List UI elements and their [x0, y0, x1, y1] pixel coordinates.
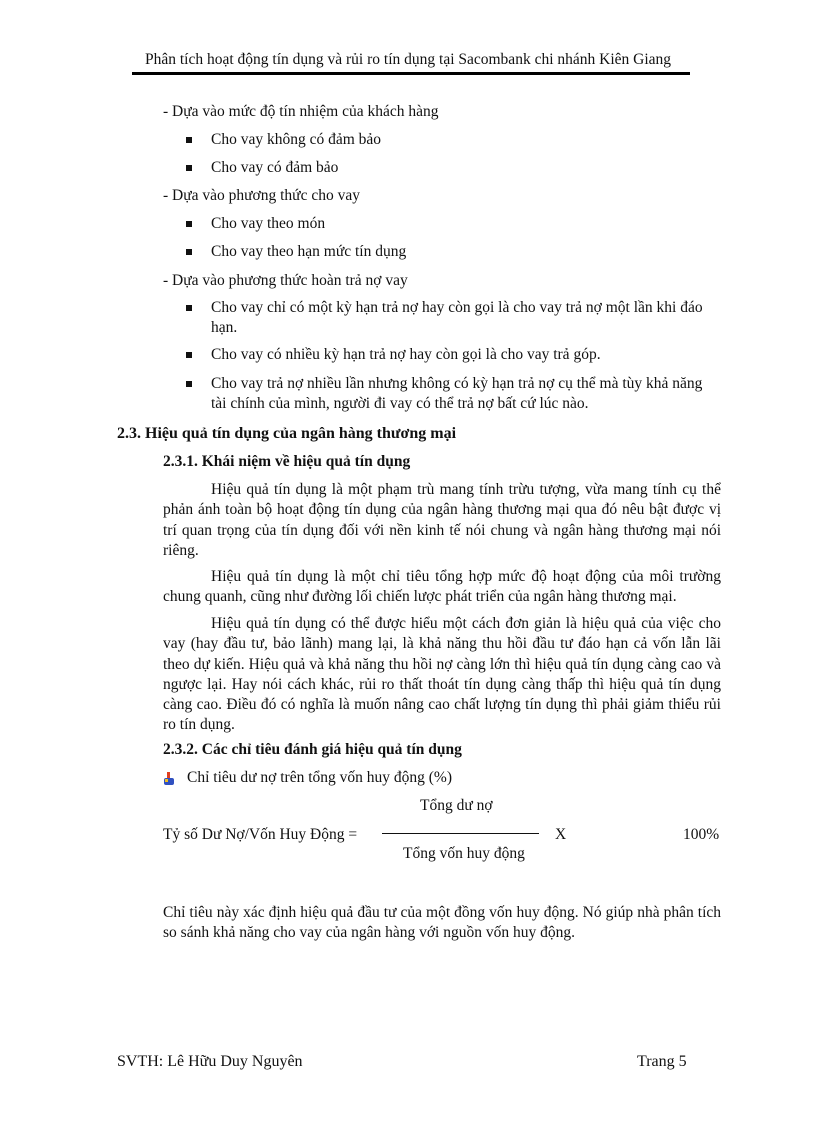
subsection-heading: 2.3.1. Khái niệm về hiệu quả tín dụng	[163, 453, 411, 470]
square-bullet-icon	[186, 221, 192, 227]
square-bullet-icon	[186, 249, 192, 255]
footer-author: SVTH: Lê Hữu Duy Nguyên	[117, 1053, 303, 1070]
running-header: Phân tích hoạt động tín dụng và rủi ro tín dụng tại Sacombank chi nhánh Kiên Giang	[144, 51, 672, 68]
paragraph: Hiệu quả tín dụng là một phạm trù mang tính trừu tượng, vừa mang tính cụ thể phản ánh toàn bộ hoạt động tín dụng của ngân hàng thương mại qua đó nêu bật được vị trí quan trọng của tín dụng đối với nền kinh tế nói chung và ngân hàng thương mại nói riêng.	[163, 481, 721, 559]
list-heading-trust: - Dựa vào mức độ tín nhiệm của khách hàng	[163, 103, 439, 120]
list-heading-method: - Dựa vào phương thức cho vay	[163, 187, 360, 204]
header-rule	[132, 72, 690, 75]
pointing-hand-icon	[162, 772, 176, 786]
square-bullet-icon	[186, 352, 192, 358]
formula-times: X	[555, 826, 567, 843]
paragraph: Chỉ tiêu này xác định hiệu quả đầu tư của một đồng vốn huy động. Nó giúp nhà phân tích so sánh khả năng cho vay của ngân hàng với nguồn vốn huy động.	[163, 904, 721, 942]
paragraph: Hiệu quả tín dụng có thể được hiểu một cách đơn giản là hiệu quả của việc cho vay (hay đầu tư, bảo lãnh) mang lại, là khả năng thu hồi đầu tư đáo hạn cả vốn lẫn lãi theo dự kiến. Hiệu quả và khả năng thu hồi nợ càng lớn thì hiệu quả tín dụng càng cao và ngược lại. Hay nói cách khác, rủi ro thất thoát tín dụng càng thấp thì hiệu quả tín dụng càng cao. Điều đó có nghĩa là muốn nâng cao chất lượng tín dụng thì phải giảm thiểu rủi ro tín dụng.	[163, 615, 721, 734]
square-bullet-icon	[186, 305, 192, 311]
formula-numerator: Tổng dư nợ	[420, 797, 493, 814]
fraction-bar	[382, 833, 539, 834]
formula-denominator: Tổng vốn huy động	[403, 845, 525, 862]
section-heading: 2.3. Hiệu quả tín dụng của ngân hàng thương mại	[117, 425, 457, 442]
formula-lhs: Tỷ số Dư Nợ/Vốn Huy Động =	[163, 826, 358, 843]
formula-factor: 100%	[683, 826, 720, 843]
square-bullet-icon	[186, 381, 192, 387]
indicator-label: Chỉ tiêu dư nợ trên tổng vốn huy động (%)	[187, 769, 452, 786]
footer-page-number: Trang 5	[637, 1053, 687, 1070]
list-heading-repayment: - Dựa vào phương thức hoàn trả nợ vay	[163, 272, 408, 289]
square-bullet-icon	[186, 165, 192, 171]
paragraph: Hiệu quả tín dụng là một chỉ tiêu tổng hợp mức độ hoạt động của môi trường chung quanh, cũng như đường lối chiến lược phát triển của ngân hàng thương mại.	[163, 568, 721, 606]
subsection-heading: 2.3.2. Các chỉ tiêu đánh giá hiệu quả tín dụng	[163, 741, 462, 758]
square-bullet-icon	[186, 137, 192, 143]
